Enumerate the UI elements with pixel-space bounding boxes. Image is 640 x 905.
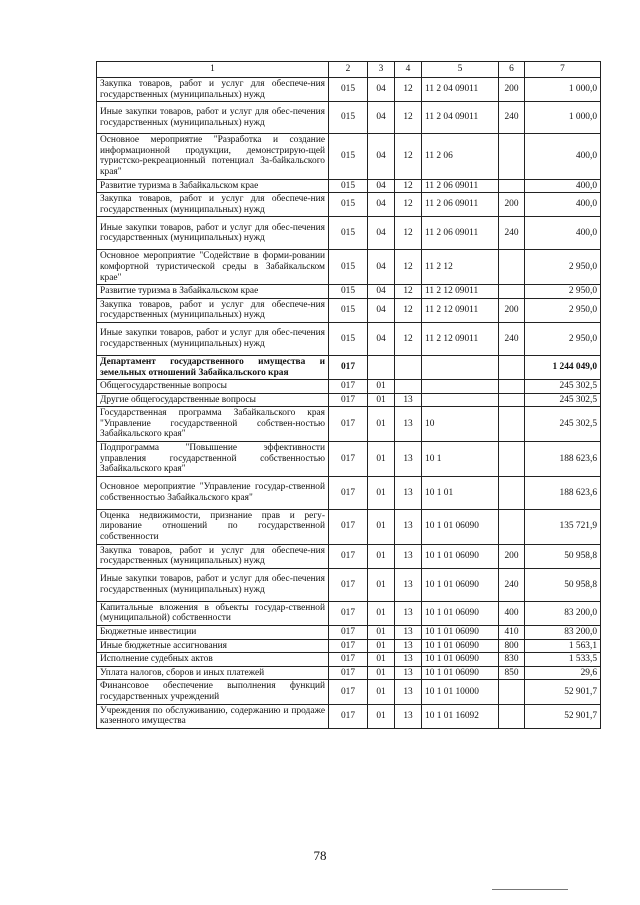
table-row xyxy=(97,355,601,379)
cell-section-code: 04 xyxy=(368,193,395,217)
cell-ministry-code: 017 xyxy=(329,544,368,568)
cell-target-article: 11 2 12 09011 xyxy=(422,298,499,322)
cell-expense-type: 200 xyxy=(499,193,525,217)
cell-name: Иные закупки товаров, работ и услуг для обес-печения государственных (муниципальных) нужд xyxy=(97,322,329,355)
cell-target-article: 10 1 xyxy=(422,442,499,477)
cell-expense-type: 850 xyxy=(499,666,525,680)
header-col-3: 3 xyxy=(368,62,395,78)
cell-name: Иные закупки товаров, работ и услуг для обес-печения государственных (муниципальных) нужд xyxy=(97,217,329,250)
cell-subsection-code: 13 xyxy=(395,680,422,704)
cell-subsection-code: 13 xyxy=(395,442,422,477)
table-row xyxy=(97,639,601,653)
cell-section-code: 01 xyxy=(368,639,395,653)
cell-target-article: 10 1 01 06090 xyxy=(422,653,499,667)
cell-section-code: 01 xyxy=(368,568,395,601)
table-row xyxy=(97,666,601,680)
cell-target-article: 11 2 06 09011 xyxy=(422,193,499,217)
cell-section-code: 01 xyxy=(368,626,395,640)
cell-target-article: 10 1 01 xyxy=(422,476,499,509)
header-col-1: 1 xyxy=(97,62,329,78)
cell-subsection-code: 13 xyxy=(395,544,422,568)
cell-expense-type xyxy=(499,393,525,407)
cell-section-code: 04 xyxy=(368,298,395,322)
cell-section-code: 04 xyxy=(368,78,395,102)
cell-name: Бюджетные инвестиции xyxy=(97,626,329,640)
cell-subsection-code xyxy=(395,380,422,394)
cell-ministry-code: 015 xyxy=(329,285,368,299)
cell-expense-type xyxy=(499,250,525,285)
cell-amount: 50 958,8 xyxy=(525,544,601,568)
table-body xyxy=(97,78,601,729)
header-col-6: 6 xyxy=(499,62,525,78)
table-row xyxy=(97,442,601,477)
cell-subsection-code: 12 xyxy=(395,102,422,134)
cell-amount: 2 950,0 xyxy=(525,250,601,285)
cell-name: Закупка товаров, работ и услуг для обеспече-ния государственных (муниципальных) нужд xyxy=(97,193,329,217)
cell-target-article: 10 1 01 06090 xyxy=(422,666,499,680)
table-row xyxy=(97,179,601,193)
table-row xyxy=(97,601,601,625)
cell-section-code: 04 xyxy=(368,217,395,250)
cell-target-article: 10 1 01 06090 xyxy=(422,626,499,640)
cell-amount: 1 533,5 xyxy=(525,653,601,667)
cell-expense-type xyxy=(499,442,525,477)
cell-target-article: 11 2 06 09011 xyxy=(422,217,499,250)
cell-expense-type: 200 xyxy=(499,544,525,568)
cell-target-article: 11 2 12 xyxy=(422,250,499,285)
cell-expense-type: 400 xyxy=(499,601,525,625)
cell-section-code: 04 xyxy=(368,134,395,179)
cell-section-code: 01 xyxy=(368,380,395,394)
cell-name: Государственная программа Забайкальского края "Управление государственной собствен-ностью Забайкальского края" xyxy=(97,407,329,442)
cell-amount: 245 302,5 xyxy=(525,393,601,407)
cell-ministry-code: 017 xyxy=(329,653,368,667)
cell-amount: 188 623,6 xyxy=(525,442,601,477)
cell-target-article: 10 1 01 06090 xyxy=(422,544,499,568)
cell-section-code: 01 xyxy=(368,407,395,442)
cell-ministry-code: 015 xyxy=(329,322,368,355)
cell-expense-type xyxy=(499,285,525,299)
cell-ministry-code: 017 xyxy=(329,442,368,477)
cell-amount: 1 000,0 xyxy=(525,102,601,134)
table-header-row xyxy=(97,62,601,78)
cell-subsection-code: 12 xyxy=(395,179,422,193)
budget-table xyxy=(96,61,601,729)
cell-expense-type: 240 xyxy=(499,568,525,601)
header-col-2: 2 xyxy=(329,62,368,78)
cell-section-code: 01 xyxy=(368,704,395,728)
cell-ministry-code: 017 xyxy=(329,393,368,407)
cell-ministry-code: 017 xyxy=(329,704,368,728)
cell-subsection-code: 13 xyxy=(395,407,422,442)
table-row xyxy=(97,509,601,544)
cell-subsection-code xyxy=(395,355,422,379)
cell-name: Финансовое обеспечение выполнения функций государственных учреждений xyxy=(97,680,329,704)
cell-subsection-code: 12 xyxy=(395,134,422,179)
cell-subsection-code: 12 xyxy=(395,298,422,322)
cell-target-article: 11 2 12 09011 xyxy=(422,322,499,355)
cell-subsection-code: 12 xyxy=(395,217,422,250)
cell-ministry-code: 017 xyxy=(329,680,368,704)
cell-target-article xyxy=(422,380,499,394)
cell-ministry-code: 017 xyxy=(329,639,368,653)
cell-amount: 1 000,0 xyxy=(525,78,601,102)
table-row xyxy=(97,78,601,102)
cell-expense-type: 200 xyxy=(499,78,525,102)
cell-expense-type xyxy=(499,680,525,704)
cell-amount: 245 302,5 xyxy=(525,407,601,442)
cell-name: Развитие туризма в Забайкальском крае xyxy=(97,285,329,299)
cell-name: Департамент государственного имущества и земельных отношений Забайкальского края xyxy=(97,355,329,379)
cell-expense-type xyxy=(499,704,525,728)
table-row xyxy=(97,250,601,285)
cell-target-article: 11 2 04 09011 xyxy=(422,78,499,102)
cell-ministry-code: 017 xyxy=(329,509,368,544)
cell-name: Закупка товаров, работ и услуг для обеспече-ния государственных (муниципальных) нужд xyxy=(97,298,329,322)
cell-ministry-code: 015 xyxy=(329,217,368,250)
cell-amount: 2 950,0 xyxy=(525,322,601,355)
cell-ministry-code: 017 xyxy=(329,601,368,625)
cell-amount: 400,0 xyxy=(525,217,601,250)
cell-section-code: 01 xyxy=(368,393,395,407)
cell-ministry-code: 017 xyxy=(329,476,368,509)
header-col-7: 7 xyxy=(525,62,601,78)
cell-target-article: 10 1 01 16092 xyxy=(422,704,499,728)
cell-name: Закупка товаров, работ и услуг для обеспече-ния государственных (муниципальных) нужд xyxy=(97,544,329,568)
cell-amount: 2 950,0 xyxy=(525,298,601,322)
cell-name: Подпрограмма "Повышение эффективности управления государственной собственностью Забайкальского края" xyxy=(97,442,329,477)
table-row xyxy=(97,544,601,568)
cell-name: Иные закупки товаров, работ и услуг для обес-печения государственных (муниципальных) нужд xyxy=(97,568,329,601)
cell-amount: 83 200,0 xyxy=(525,601,601,625)
cell-amount: 245 302,5 xyxy=(525,380,601,394)
cell-ministry-code: 015 xyxy=(329,134,368,179)
cell-expense-type xyxy=(499,476,525,509)
table-row xyxy=(97,134,601,179)
cell-subsection-code: 13 xyxy=(395,476,422,509)
cell-amount: 188 623,6 xyxy=(525,476,601,509)
cell-subsection-code: 12 xyxy=(395,322,422,355)
cell-subsection-code: 12 xyxy=(395,193,422,217)
cell-section-code: 01 xyxy=(368,544,395,568)
cell-target-article: 11 2 06 xyxy=(422,134,499,179)
cell-name: Иные закупки товаров, работ и услуг для обес-печения государственных (муниципальных) нужд xyxy=(97,102,329,134)
cell-amount: 400,0 xyxy=(525,193,601,217)
cell-amount: 50 958,8 xyxy=(525,568,601,601)
header-col-5: 5 xyxy=(422,62,499,78)
page-number: 78 xyxy=(313,848,327,863)
cell-target-article: 11 2 12 09011 xyxy=(422,285,499,299)
table-row xyxy=(97,680,601,704)
cell-section-code: 04 xyxy=(368,179,395,193)
cell-name: Основное мероприятие "Разработка и создание информационной продукции, демонстрирую-щей туристско-рекреационный потенциал За-байкальского края" xyxy=(97,134,329,179)
cell-expense-type xyxy=(499,407,525,442)
cell-target-article: 10 1 01 10000 xyxy=(422,680,499,704)
cell-expense-type xyxy=(499,509,525,544)
cell-expense-type: 800 xyxy=(499,639,525,653)
cell-target-article: 10 1 01 06090 xyxy=(422,568,499,601)
table-row xyxy=(97,193,601,217)
cell-expense-type xyxy=(499,134,525,179)
cell-subsection-code: 13 xyxy=(395,639,422,653)
cell-section-code xyxy=(368,355,395,379)
cell-ministry-code: 015 xyxy=(329,78,368,102)
cell-expense-type xyxy=(499,380,525,394)
cell-ministry-code: 017 xyxy=(329,626,368,640)
cell-target-article xyxy=(422,393,499,407)
table-row xyxy=(97,380,601,394)
cell-amount: 400,0 xyxy=(525,179,601,193)
cell-expense-type: 240 xyxy=(499,322,525,355)
cell-ministry-code: 015 xyxy=(329,193,368,217)
table-row xyxy=(97,285,601,299)
cell-name: Основное мероприятие "Содействие в форми-ровании комфортной туристической среды в Забайкальском крае" xyxy=(97,250,329,285)
table-row xyxy=(97,217,601,250)
cell-name: Общегосударственные вопросы xyxy=(97,380,329,394)
cell-expense-type: 410 xyxy=(499,626,525,640)
cell-expense-type: 200 xyxy=(499,298,525,322)
cell-section-code: 04 xyxy=(368,102,395,134)
cell-subsection-code: 12 xyxy=(395,250,422,285)
cell-subsection-code: 12 xyxy=(395,285,422,299)
cell-ministry-code: 017 xyxy=(329,380,368,394)
cell-amount: 135 721,9 xyxy=(525,509,601,544)
cell-section-code: 04 xyxy=(368,285,395,299)
cell-ministry-code: 015 xyxy=(329,102,368,134)
cell-ministry-code: 017 xyxy=(329,666,368,680)
cell-amount: 83 200,0 xyxy=(525,626,601,640)
cell-expense-type xyxy=(499,179,525,193)
cell-ministry-code: 017 xyxy=(329,407,368,442)
cell-section-code: 01 xyxy=(368,476,395,509)
table-row xyxy=(97,653,601,667)
cell-section-code: 01 xyxy=(368,680,395,704)
cell-subsection-code: 13 xyxy=(395,704,422,728)
cell-ministry-code: 015 xyxy=(329,298,368,322)
cell-section-code: 01 xyxy=(368,653,395,667)
cell-target-article: 11 2 04 09011 xyxy=(422,102,499,134)
cell-name: Капитальные вложения в объекты государ-ственной (муниципальной) собственности xyxy=(97,601,329,625)
cell-subsection-code: 13 xyxy=(395,626,422,640)
cell-amount: 52 901,7 xyxy=(525,680,601,704)
cell-ministry-code: 017 xyxy=(329,355,368,379)
cell-name: Уплата налогов, сборов и иных платежей xyxy=(97,666,329,680)
cell-ministry-code: 015 xyxy=(329,250,368,285)
cell-section-code: 01 xyxy=(368,509,395,544)
cell-section-code: 01 xyxy=(368,666,395,680)
table-row xyxy=(97,626,601,640)
table-row xyxy=(97,322,601,355)
cell-subsection-code: 13 xyxy=(395,666,422,680)
table-row xyxy=(97,476,601,509)
table-row xyxy=(97,393,601,407)
cell-subsection-code: 12 xyxy=(395,78,422,102)
table-row xyxy=(97,102,601,134)
cell-name: Другие общегосударственные вопросы xyxy=(97,393,329,407)
table-row xyxy=(97,568,601,601)
footer-rule xyxy=(492,889,568,890)
cell-amount: 29,6 xyxy=(525,666,601,680)
cell-expense-type: 240 xyxy=(499,217,525,250)
cell-target-article: 10 1 01 06090 xyxy=(422,509,499,544)
cell-amount: 1 244 049,0 xyxy=(525,355,601,379)
cell-name: Закупка товаров, работ и услуг для обеспече-ния государственных (муниципальных) нужд xyxy=(97,78,329,102)
cell-amount: 1 563,1 xyxy=(525,639,601,653)
cell-name: Учреждения по обслуживанию, содержанию и продаже казенного имущества xyxy=(97,704,329,728)
cell-name: Исполнение судебных актов xyxy=(97,653,329,667)
cell-target-article: 10 xyxy=(422,407,499,442)
cell-subsection-code: 13 xyxy=(395,601,422,625)
cell-expense-type: 240 xyxy=(499,102,525,134)
cell-expense-type: 830 xyxy=(499,653,525,667)
cell-section-code: 04 xyxy=(368,322,395,355)
cell-subsection-code: 13 xyxy=(395,653,422,667)
cell-amount: 52 901,7 xyxy=(525,704,601,728)
cell-section-code: 01 xyxy=(368,442,395,477)
cell-name: Иные бюджетные ассигнования xyxy=(97,639,329,653)
cell-subsection-code: 13 xyxy=(395,568,422,601)
cell-name: Основное мероприятие "Управление государ-ственной собственностью Забайкальского края" xyxy=(97,476,329,509)
header-col-4: 4 xyxy=(395,62,422,78)
cell-target-article: 10 1 01 06090 xyxy=(422,639,499,653)
cell-name: Развитие туризма в Забайкальском крае xyxy=(97,179,329,193)
cell-subsection-code: 13 xyxy=(395,393,422,407)
cell-section-code: 04 xyxy=(368,250,395,285)
cell-name: Оценка недвижимости, признание прав и регу-лирование отношений по государственной собственности xyxy=(97,509,329,544)
cell-target-article: 10 1 01 06090 xyxy=(422,601,499,625)
cell-ministry-code: 017 xyxy=(329,568,368,601)
cell-subsection-code: 13 xyxy=(395,509,422,544)
cell-amount: 400,0 xyxy=(525,134,601,179)
table-row xyxy=(97,704,601,728)
cell-expense-type xyxy=(499,355,525,379)
cell-amount: 2 950,0 xyxy=(525,285,601,299)
cell-section-code: 01 xyxy=(368,601,395,625)
cell-target-article xyxy=(422,355,499,379)
table-row xyxy=(97,298,601,322)
table-row xyxy=(97,407,601,442)
cell-target-article: 11 2 06 09011 xyxy=(422,179,499,193)
cell-ministry-code: 015 xyxy=(329,179,368,193)
